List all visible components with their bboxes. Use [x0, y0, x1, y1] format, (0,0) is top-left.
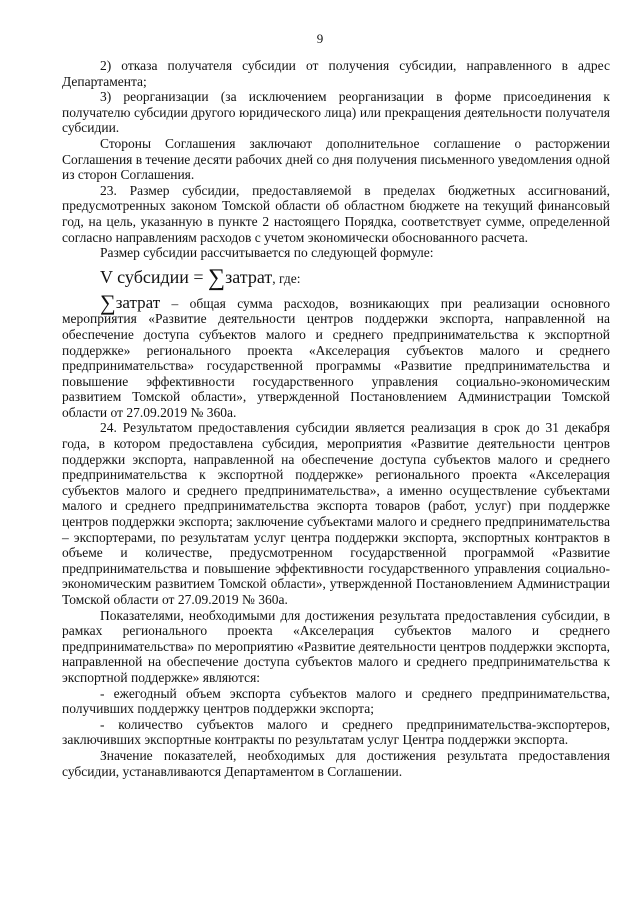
- document-body: [62, 58, 610, 779]
- sigma-symbol: ∑: [208, 264, 226, 291]
- paragraph-reorganization: 3) реорганизации (за исключением реорганизации в форме присоединения к получателю субсидии другого юридического лица) или прекращения деятельности получателя субсидии.: [62, 89, 610, 136]
- sigma-symbol-definition: ∑: [100, 289, 116, 315]
- page-number: 9: [316, 31, 324, 46]
- definition-text: – общая сумма расходов, возникающих при реализации основного мероприятия «Развитие деятельности центров поддержки экспорта, направленной на обеспечение доступа субъектов малого и среднего предпринимательства к экспортной поддержке» регионального проекта «Акселерация субъектов малого и среднего предпринимательства» государственной программы «Развитие предпринимательства и повышение эффективности государственного управления социально-экономическим развитием Томской области», утвержденной Постановлением Администрации Томской области от 27.09.2019 № 360а.: [62, 295, 610, 420]
- paragraph-24-result: 24. Результатом предоставления субсидии является реализация в срок до 31 декабря года, в котором предоставлена субсидия, мероприятия «Развитие деятельности центров поддержки экспорта, направленной на обеспечение доступа субъектов малого и среднего предпринимательства к экспортной поддержке» регионального проекта «Акселерация субъектов малого и среднего предпринимательства», а именно осуществление субъектами малого и среднего предпринимательства экспорта товаров (работ, услуг) при поддержке центров поддержки экспорта; заключение субъектами малого и среднего предпринимательства – экспортерами, по результатам услуг центра поддержки экспорта, экспортных контрактов в объеме и количестве, предусмотренном государственной программой «Развитие предпринимательства и повышение эффективности государственного управления социально-экономическим развитием Томской области», утвержденной Постановлением Администрации Томской области от 27.09.2019 № 360а.: [62, 420, 610, 607]
- formula-suffix: , где:: [272, 270, 301, 286]
- paragraph-refusal: 2) отказа получателя субсидии от получения субсидии, направленного в адрес Департамента;: [62, 58, 610, 89]
- paragraph-indicator-values: Значение показателей, необходимых для достижения результата предоставления субсидии, устанавливаются Департаментом в Соглашении.: [62, 747, 610, 779]
- formula-term: затрат: [225, 266, 273, 287]
- subsidy-formula: [62, 265, 610, 291]
- indicator-export-volume: - ежегодный объем экспорта субъектов малого и среднего предпринимательства, получивших поддержку центров поддержки экспорта;: [62, 685, 610, 717]
- paragraph-formula-intro: Размер субсидии рассчитывается по следующей формуле:: [100, 245, 434, 261]
- formula-lhs: V субсидии =: [100, 266, 209, 287]
- definition-term: затрат: [115, 292, 161, 312]
- paragraph-23-subsidy-size: 23. Размер субсидии, предоставляемой в пределах бюджетных ассигнований, предусмотренных законом Томской области об областном бюджете на текущий финансовый год, на цель, указанную в пункте 2 настоящего Порядка, соответствует сумме, определенной согласно направлениям расходов с учетом экономически обоснованного расчета.: [62, 182, 610, 245]
- paragraph-indicators: Показателями, необходимыми для достижения результата предоставления субсидии, в рамках регионального проекта «Акселерация субъектов малого и среднего предпринимательства» по мероприятию «Развитие деятельности центров поддержки экспорта, направленной на обеспечение доступа субъектов малого и среднего предпринимательства к экспортной поддержке» являются:: [62, 607, 610, 685]
- paragraph-sum-definition: [62, 289, 610, 421]
- indicator-exporters-count: - количество субъектов малого и среднего предпринимательства-экспортеров, заключивших экспортные контракты по результатам услуг Центра поддержки экспорта.: [62, 716, 610, 748]
- paragraph-termination-agreement: Стороны Соглашения заключают дополнительное соглашение о расторжении Соглашения в течение десяти рабочих дней со дня получения письменного уведомления одной из сторон Соглашения.: [62, 135, 610, 183]
